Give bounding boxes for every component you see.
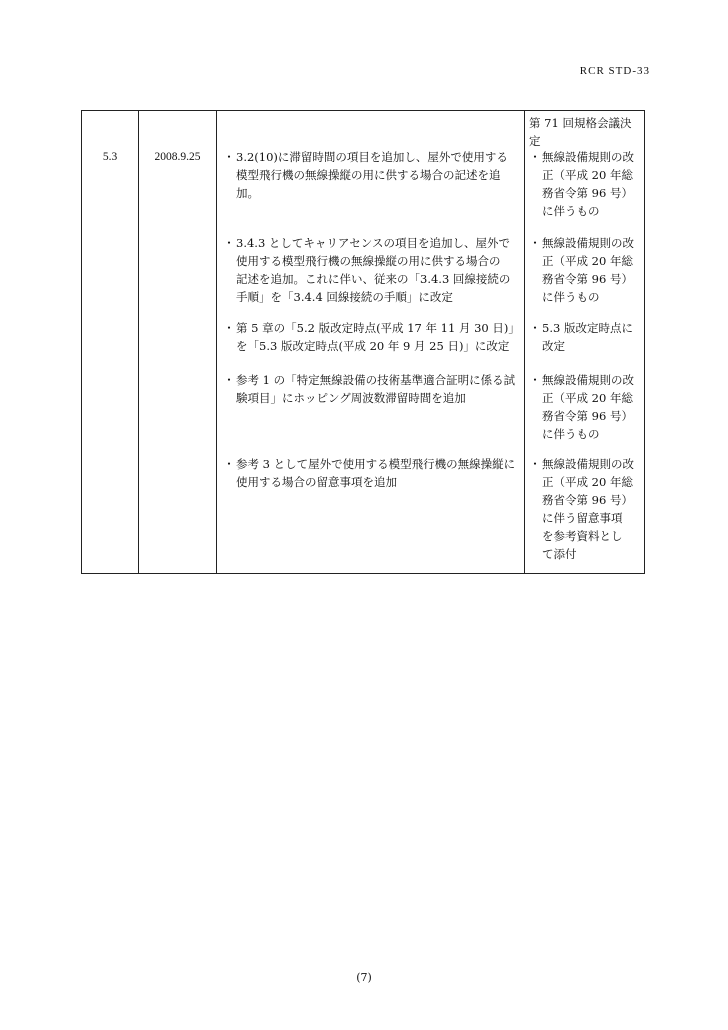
date-column — [138, 111, 216, 573]
revision-reason-text: 無線設備規則の改 正（平成 20 年総 務省令第 96 号） に伴うもの — [542, 150, 634, 218]
bullet-mark: ・ — [529, 321, 541, 335]
revision-date: 2008.9.25 — [154, 151, 201, 163]
bullet-mark: ・ — [529, 373, 541, 387]
revision-entry — [223, 371, 520, 407]
bullet-mark: ・ — [223, 321, 235, 335]
bullet-mark: ・ — [223, 373, 235, 387]
revision-reason — [529, 371, 642, 443]
revision-entry — [223, 319, 520, 355]
revision-content: 3.2(10)に滞留時間の項目を追加し、屋外で使用する 模型飛行機の無線操縦の用に供する場合の記述を追 加。 — [236, 150, 508, 200]
revision-content: 3.4.3 としてキャリアセンスの項目を追加し、屋外で 使用する模型飛行機の無線操縦の用に供する場合の 記述を追加。これに伴い、従来の「3.4.3 回線接続の 手順」を「3.4.4 回線接続の手順」に改定 — [236, 236, 511, 304]
revision-reason-text: 無線設備規則の改 正（平成 20 年総 務省令第 96 号） に伴うもの — [542, 236, 634, 304]
bullet-mark: ・ — [223, 150, 235, 164]
revision-history-table — [81, 110, 645, 574]
bullet-mark: ・ — [223, 236, 235, 250]
bullet-mark: ・ — [529, 236, 541, 250]
revision-content: 参考 3 として屋外で使用する模型飛行機の無線操縦に 使用する場合の留意事項を追加 — [236, 457, 516, 489]
revision-reason — [529, 148, 642, 220]
revision-reason — [529, 234, 642, 306]
document-code: RCR STD-33 — [579, 65, 650, 77]
version-column — [82, 111, 138, 573]
revision-reason — [529, 455, 642, 563]
reason-header: 第 71 回規格会議決 定 — [529, 116, 632, 148]
revision-content: 第 5 章の「5.2 版改定時点(平成 17 年 11 月 30 日)」 を「5.3 版改定時点(平成 20 年 9 月 25 日)」に改定 — [236, 321, 520, 353]
reason-column — [524, 111, 644, 573]
bullet-mark: ・ — [529, 457, 541, 471]
revision-entry — [223, 148, 520, 202]
bullet-mark: ・ — [529, 150, 541, 164]
bullet-mark: ・ — [223, 457, 235, 471]
revision-content: 参考 1 の「特定無線設備の技術基準適合証明に係る試 験項目」にホッピング周波数滞留時間を追加 — [236, 373, 516, 405]
revision-reason-text: 無線設備規則の改 正（平成 20 年総 務省令第 96 号） に伴う留意事項 を参考資料とし て添付 — [542, 457, 634, 561]
version-number: 5.3 — [102, 151, 118, 163]
revision-entry — [223, 455, 520, 491]
revision-reason-text: 5.3 版改定時点に 改定 — [542, 321, 633, 353]
revision-reason-text: 無線設備規則の改 正（平成 20 年総 務省令第 96 号） に伴うもの — [542, 373, 634, 441]
page-number: (7) — [356, 971, 372, 984]
revision-reason — [529, 319, 642, 355]
revision-entry — [223, 234, 520, 306]
content-column — [216, 111, 524, 573]
